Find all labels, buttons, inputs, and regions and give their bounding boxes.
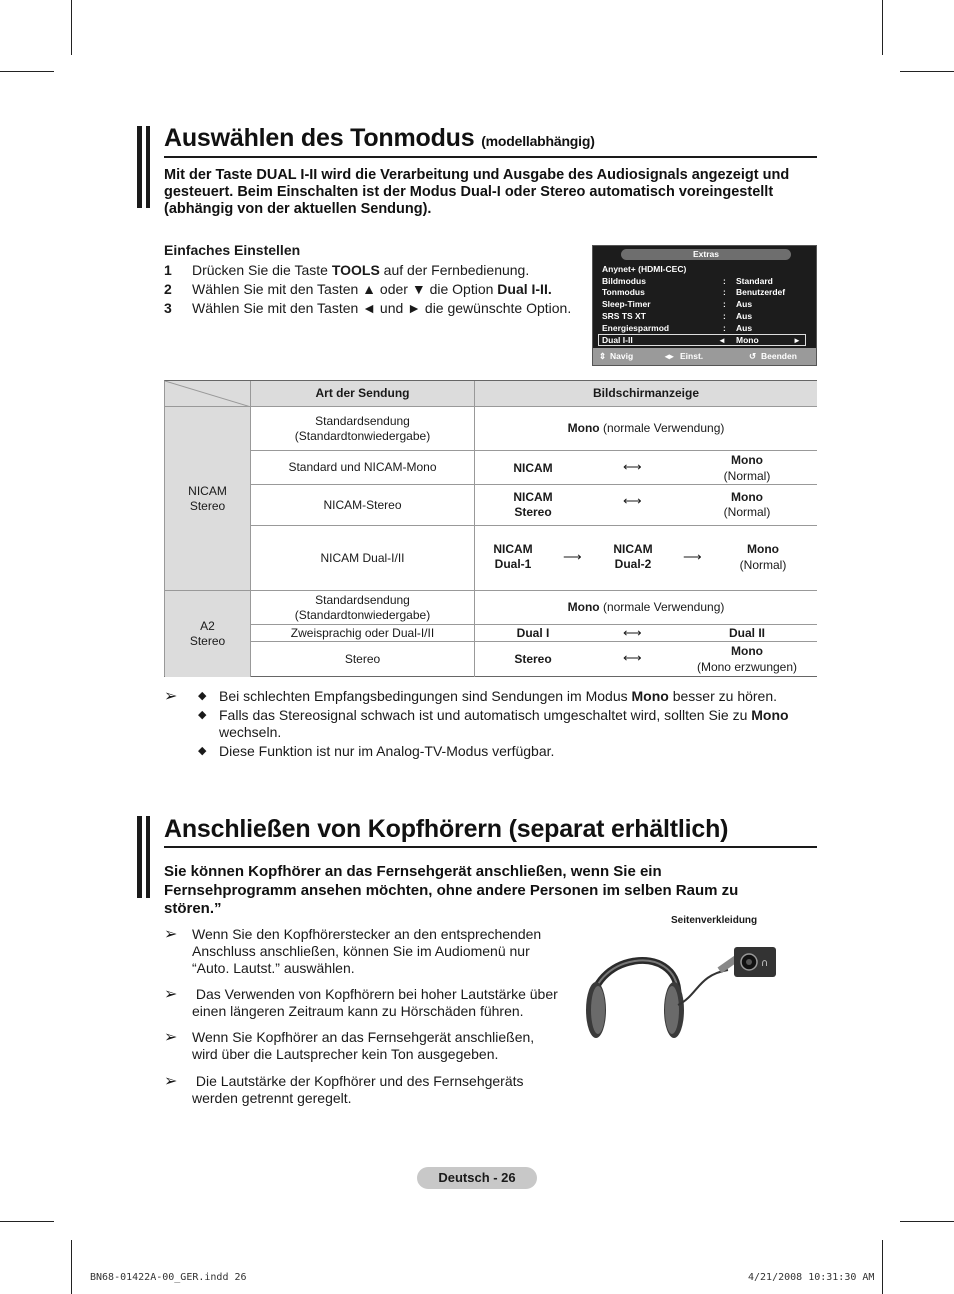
note-text: Wenn Sie den Kopfhörerstecker an den entsprechenden Anschluss anschließen, können Sie im Audiomenü nur “Auto. Lautst.” auswählen. — [192, 926, 545, 976]
return-icon: ↺ — [749, 351, 757, 361]
bullet-icon: ◆ — [198, 709, 207, 721]
menu-header: Extras — [621, 249, 791, 260]
note-text: Wenn Sie Kopfhörer an das Fernsehgerät anschließen, wird über die Lautsprecher kein Ton ausgegeben. — [192, 1029, 539, 1062]
double-arrow-icon: ⟷ — [623, 459, 642, 474]
crop-mark — [0, 71, 54, 72]
menu-row-sep: : — [723, 299, 726, 310]
double-arrow-icon: ⟷ — [623, 625, 642, 640]
double-arrow-icon: ⟷ — [623, 650, 642, 665]
display-value: NICAM — [513, 461, 553, 475]
double-arrow-icon: ⟷ — [623, 493, 642, 508]
print-slug: BN68-01422A-00_GER.indd 26 — [90, 1272, 247, 1283]
display-value: (Normal) — [739, 558, 787, 572]
display-value: NICAM Stereo — [513, 490, 553, 519]
note-arrow-icon: ➢ — [164, 1029, 178, 1046]
step-number: 3 — [164, 300, 172, 316]
headphones-icon — [578, 935, 788, 1045]
table-cell: Zweisprachig oder Dual-I/II — [251, 625, 475, 642]
display-value: Stereo — [514, 652, 552, 666]
menu-row-label: Energiesparmod — [602, 322, 670, 333]
menu-row-value: Standard — [736, 275, 773, 286]
figure-label: Seitenverkleidung — [671, 915, 758, 926]
corner-cell — [165, 381, 251, 407]
title-rule — [164, 846, 817, 848]
right-arrow-icon: ► — [793, 336, 801, 345]
table-cell: Standardsendung (Standardtonwiedergabe) — [251, 591, 475, 625]
display-value: NICAM Dual-1 — [493, 542, 533, 571]
menu-row-sep: : — [723, 322, 726, 333]
menu-row-sep: : — [723, 310, 726, 321]
setup-heading: Einfaches Einstellen — [164, 242, 301, 258]
title-rule — [164, 156, 817, 158]
menu-row — [602, 287, 807, 298]
note-text: Bei schlechten Empfangsbedingungen sind Sendungen im Modus Mono besser zu hören. — [219, 688, 778, 704]
bullet-icon: ◆ — [198, 690, 207, 702]
crop-mark — [882, 1240, 883, 1294]
menu-row-sep: : — [723, 287, 726, 298]
menu-row — [602, 276, 807, 287]
crop-mark — [71, 1240, 72, 1294]
header-display: Bildschirmanzeige — [475, 381, 817, 407]
section-bar — [146, 126, 150, 208]
menu-row-label: Sleep-Timer — [602, 299, 651, 310]
menu-row-sep: : — [723, 275, 726, 286]
menu-row-value: Benutzerdef — [736, 287, 786, 298]
note-text: Diese Funktion ist nur im Analog-TV-Modus verfügbar. — [219, 743, 555, 759]
menu-row-label: SRS TS XT — [602, 310, 646, 321]
menu-row — [602, 299, 807, 310]
display-value: (Normal) — [723, 469, 771, 483]
crop-mark — [71, 0, 72, 55]
display-value: Dual I — [516, 626, 550, 640]
note-arrow-icon: ➢ — [164, 1073, 178, 1090]
step-text: Wählen Sie mit den Tasten ▲ oder ▼ die Option Dual I-II. — [192, 281, 552, 297]
table-cell: Mono (normale Verwendung) — [475, 591, 817, 625]
section-bar — [137, 126, 142, 208]
print-slug: 4/21/2008 10:31:30 AM — [748, 1272, 875, 1283]
section-title: Anschließen von Kopfhörern (separat erhältlich) — [164, 815, 729, 843]
section-bar — [146, 816, 150, 898]
menu-row — [602, 323, 807, 334]
page-number-badge: Deutsch - 26 — [417, 1167, 537, 1189]
display-value: (Mono erzwungen) — [696, 660, 798, 674]
crop-mark — [900, 1221, 954, 1222]
display-value: Dual II — [728, 626, 765, 640]
section-intro: Sie können Kopfhörer an das Fernsehgerät anschließen, wenn Sie ein Fernsehprogramm ansehen möchten, ohne andere Personen im selben Raum zu stören.” — [164, 863, 739, 917]
table-cell: Stereo — [251, 642, 475, 677]
menu-row-label: Bildmodus — [602, 275, 646, 286]
menu-row-label: Tonmodus — [602, 287, 645, 298]
menu-row-label: Anynet+ (HDMI-CEC) — [602, 264, 687, 274]
table-cell: NICAM Dual-I/II — [251, 526, 475, 591]
section-title: Auswählen des Tonmodus (modellabhängig) — [164, 124, 595, 152]
updown-icon: ⇕ — [599, 351, 607, 361]
right-arrow-icon: ⟶ — [563, 549, 582, 564]
table-cell: Mono (normale Verwendung) — [475, 407, 817, 451]
menu-row-value: Aus — [736, 310, 753, 321]
display-value: NICAM Dual-2 — [613, 542, 653, 571]
note-text: Das Verwenden von Kopfhörern bei hoher Lautstärke über einen längeren Zeitraum kann zu Hörschäden führen. — [192, 986, 562, 1019]
section-bar — [137, 816, 142, 898]
step-number: 2 — [164, 281, 172, 297]
step-text: Wählen Sie mit den Tasten ◄ und ► die gewünschte Option. — [192, 300, 572, 316]
table-cell: Standardsendung (Standardtonwiedergabe) — [251, 407, 475, 451]
crop-mark — [0, 1221, 54, 1222]
left-arrow-icon: ◄ — [718, 336, 726, 345]
sound-mode-table — [164, 380, 817, 677]
crop-mark — [900, 71, 954, 72]
note-arrow-icon: ➢ — [164, 926, 178, 943]
menu-selected-row: Dual I-II ◄ Mono ► — [598, 334, 806, 346]
note-arrow-icon: ➢ — [164, 688, 178, 705]
menu-row-value: Aus — [736, 322, 753, 333]
group-nicam: NICAM Stereo — [165, 407, 251, 591]
step-text: Drücken Sie die Taste TOOLS auf der Fernbedienung. — [192, 262, 530, 278]
menu-row-value: Aus — [736, 299, 753, 310]
svg-text:∩: ∩ — [761, 958, 769, 969]
right-arrow-icon: ⟶ — [683, 549, 702, 564]
display-value: Mono — [747, 542, 779, 556]
note-text: Die Lautstärke der Kopfhörer und des Fernsehgeräts werden getrennt geregelt. — [192, 1073, 528, 1106]
note-arrow-icon: ➢ — [164, 986, 178, 1003]
menu-row — [602, 264, 807, 275]
header-type: Art der Sendung — [251, 381, 475, 407]
crop-mark — [882, 0, 883, 55]
display-value: Mono — [731, 453, 763, 467]
bullet-icon: ◆ — [198, 745, 207, 757]
leftright-icon: ◂▸ — [665, 351, 674, 361]
step-number: 1 — [164, 262, 172, 278]
table-cell: NICAM-Stereo — [251, 485, 475, 526]
display-value: Mono — [731, 644, 763, 658]
menu-footer: ⇕ Navig ◂▸ Einst. ↺ Beenden — [593, 348, 816, 365]
table-cell: Standard und NICAM-Mono — [251, 451, 475, 485]
tools-menu-screenshot — [592, 245, 817, 366]
note-text: Falls das Stereosignal schwach ist und automatisch umgeschaltet wird, sollten Sie zu Mono wechseln. — [219, 707, 789, 740]
display-value: (Normal) — [723, 505, 771, 519]
display-value: Mono — [731, 490, 763, 504]
menu-row — [602, 311, 807, 322]
group-a2: A2 Stereo — [165, 591, 251, 677]
section-intro: Mit der Taste DUAL I-II wird die Verarbeitung und Ausgabe des Audiosignals angezeigt und gesteuert. Beim Einschalten ist der Modus Dual-I oder Stereo automatisch voreingestellt (abhängig von der aktuellen Sendung). — [164, 167, 790, 217]
